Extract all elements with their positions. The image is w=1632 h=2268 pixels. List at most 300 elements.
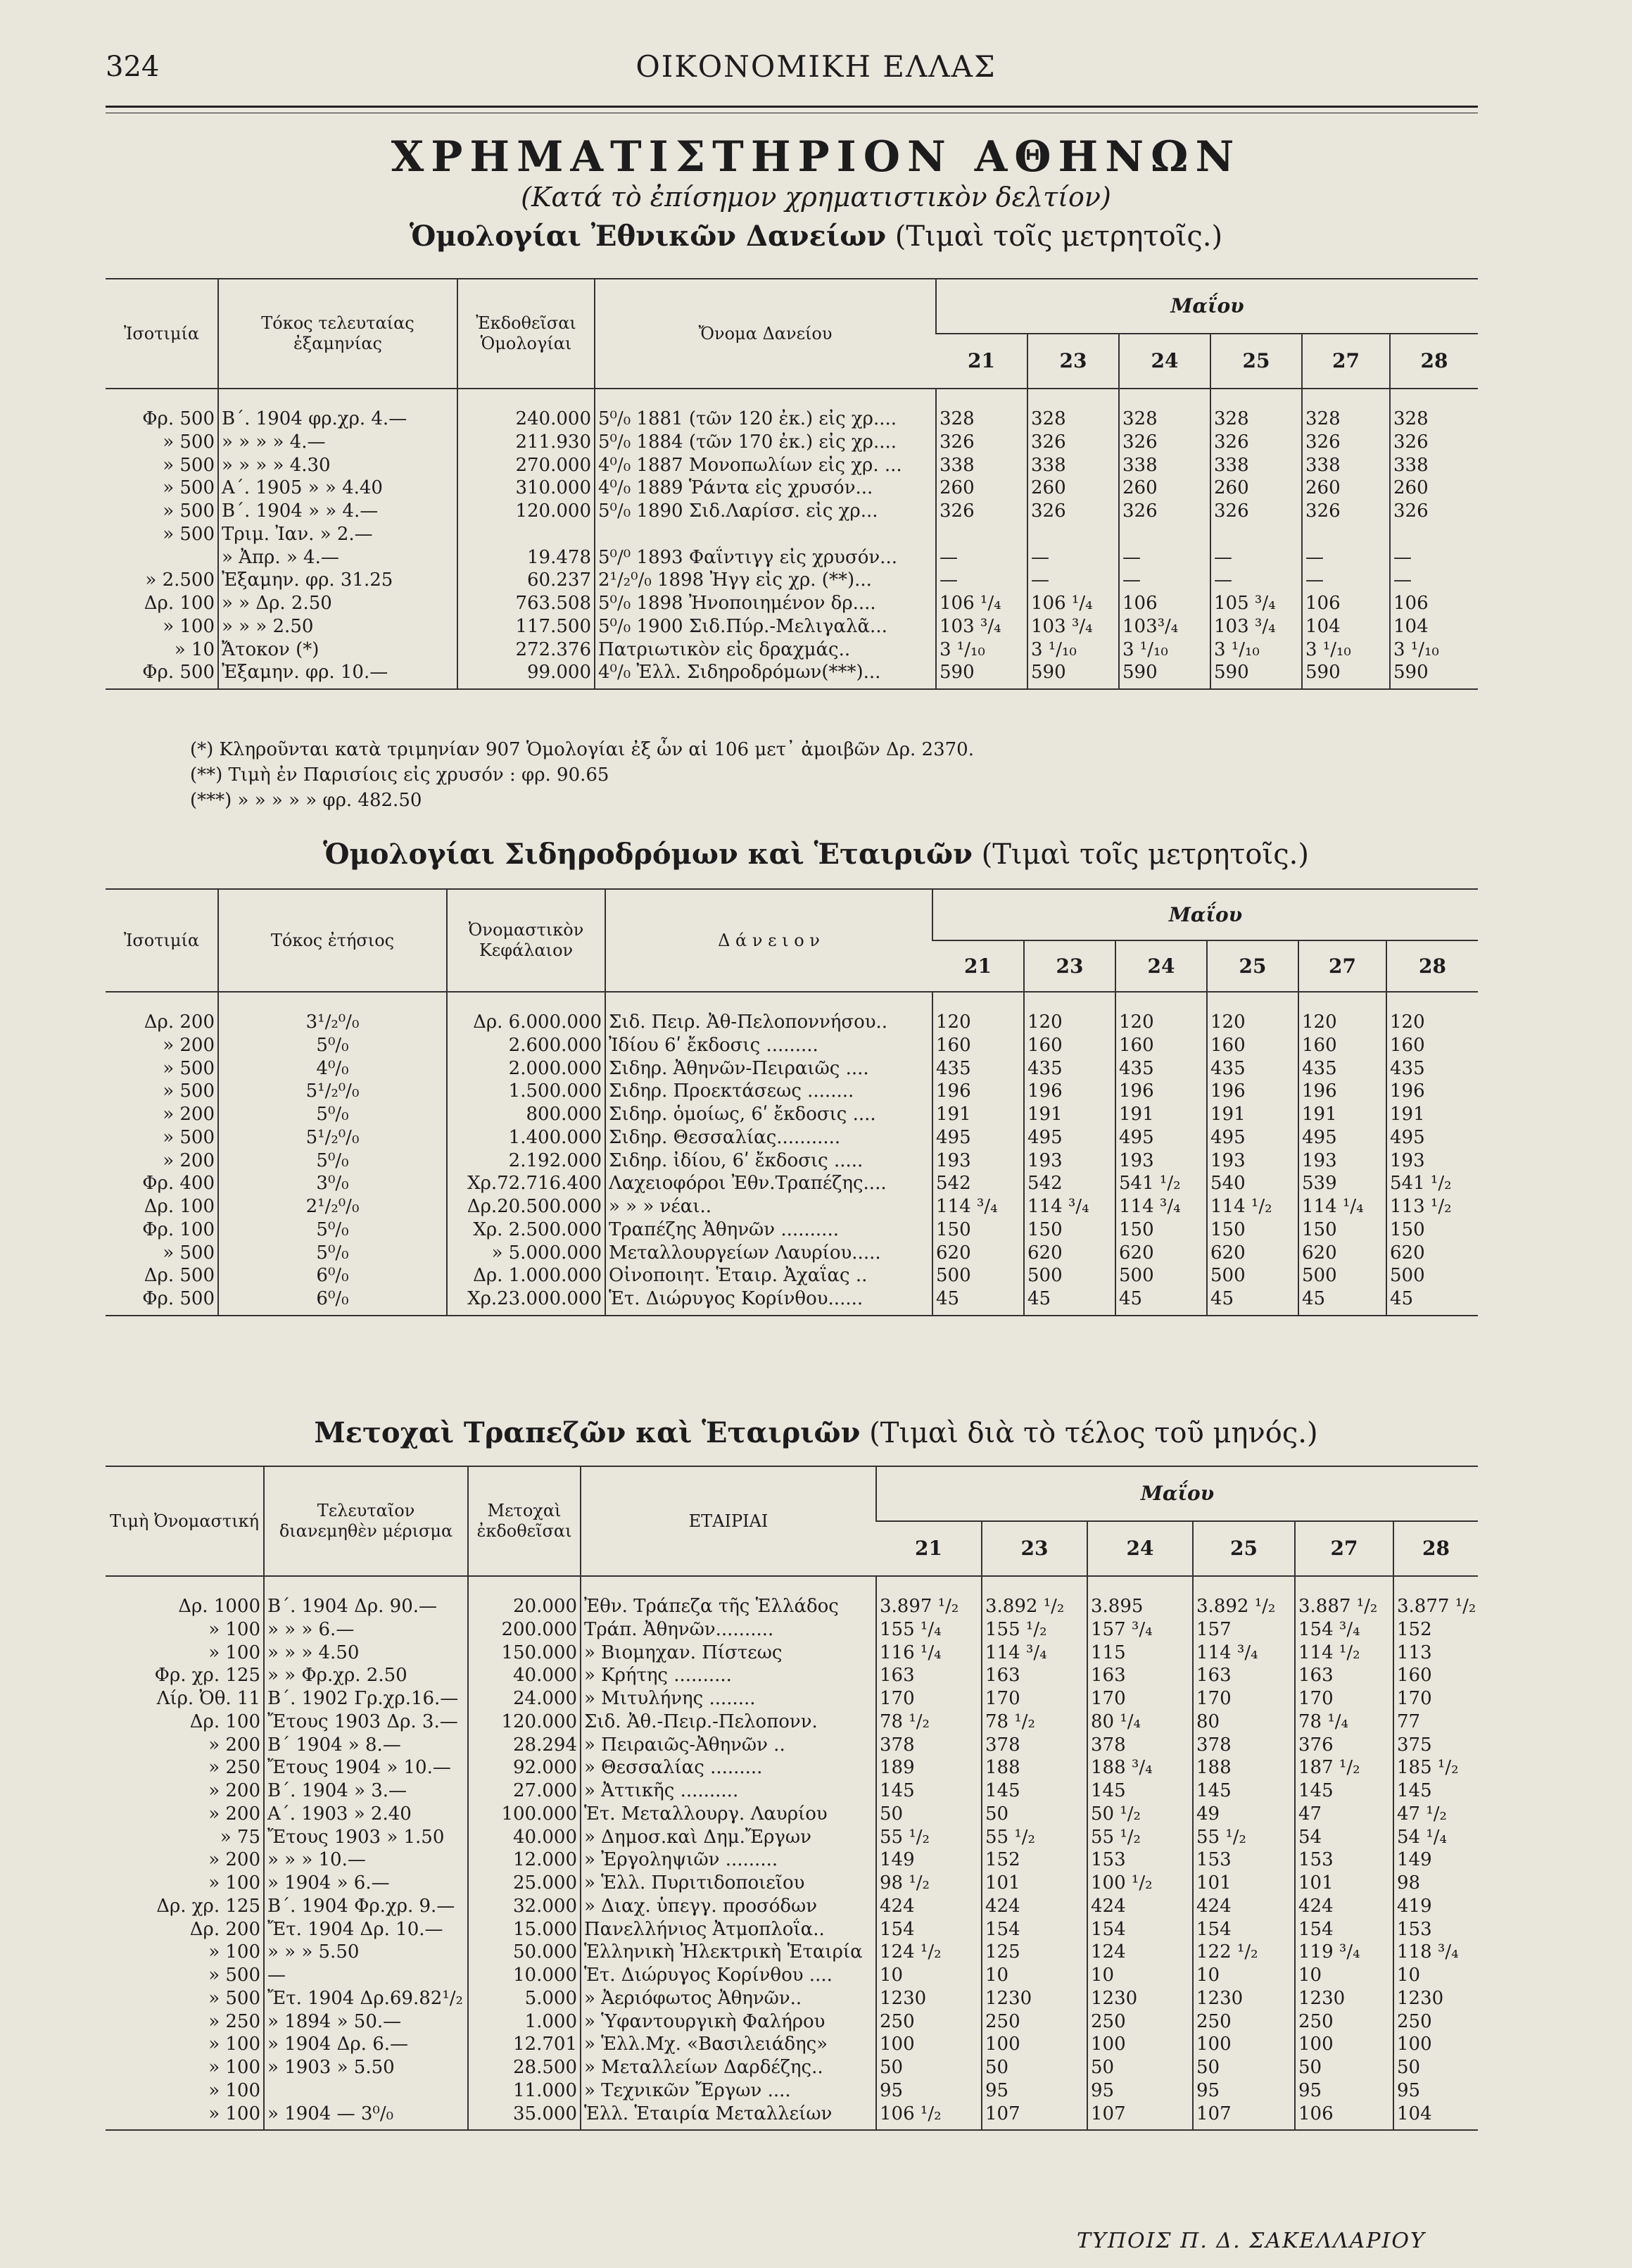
table-cell: 5⁰/₀	[218, 1034, 447, 1057]
table-cell: 45	[1115, 1287, 1207, 1316]
table-cell: 328	[1119, 389, 1210, 431]
table-cell: Δρ.20.500.000	[447, 1195, 605, 1218]
table-cell: 185 ¹/₂	[1393, 1756, 1478, 1779]
table-cell: Ἔτους 1903 » 1.50	[264, 1826, 468, 1849]
table-cell: 188	[1193, 1756, 1295, 1779]
table-cell: 155 ¹/₄	[876, 1618, 982, 1642]
table-cell: » 100	[208, 2034, 260, 2055]
table-cell: 6⁰/₀	[218, 1264, 447, 1287]
table-cell: Ἔτ. 1904 Δρ. 10.—	[264, 1918, 468, 1941]
day-header: 27	[1298, 940, 1386, 992]
table-cell: Δρ. 100	[189, 1711, 260, 1732]
table-cell: 118 ³/₄	[1393, 1941, 1478, 1964]
table-cell: 328	[1027, 389, 1119, 431]
table-cell: Β΄. 1904 » 3.—	[264, 1779, 468, 1803]
table-cell: Σιδηρ. Θεσσαλίας...........	[605, 1126, 932, 1149]
table-cell: 154	[1193, 1918, 1295, 1941]
table-cell: —	[1390, 546, 1478, 569]
table-cell: 125	[982, 1941, 1087, 1964]
table-cell: 114 ¹/₂	[1295, 1642, 1393, 1665]
table-cell: » Ἀεριόφωτος Ἀθηνῶν..	[581, 1987, 876, 2010]
table-cell: 2¹/₂⁰/₀ 1898 Ἠγγ εἰς χρ. (**)...	[595, 569, 936, 592]
table-cell: 3 ¹/₁₀	[1027, 638, 1119, 662]
table-cell: Φρ. 100	[142, 1218, 215, 1240]
table-cell: —	[1119, 569, 1210, 592]
table-row	[106, 569, 1478, 592]
table-cell: 435	[1115, 1057, 1207, 1081]
table-cell: 424	[1087, 1895, 1193, 1918]
table-cell: 6⁰/₀	[218, 1287, 447, 1316]
table-cell: 620	[932, 1242, 1024, 1265]
table-cell: Δρ. 500	[144, 1265, 215, 1287]
table-cell: 270.000	[457, 454, 595, 477]
table-cell: 20.000	[468, 1576, 581, 1618]
table-row	[106, 1287, 1478, 1316]
table-cell: 1230	[876, 1987, 982, 2010]
table-cell: 5⁰/₀ 1884 (τῶν 170 ἐκ.) εἰς χρ....	[595, 431, 936, 454]
table-cell: 326	[936, 431, 1027, 454]
table-cell: 1.500.000	[447, 1080, 605, 1103]
table-cell: 145	[1193, 1779, 1295, 1803]
table-cell: Β΄. 1904 Δρ. 90.—	[264, 1576, 468, 1618]
table-cell: 590	[1119, 661, 1210, 689]
table-cell: Τραπέζης Ἀθηνῶν ..........	[605, 1218, 932, 1242]
table-cell: 542	[1024, 1172, 1115, 1195]
table-cell: 326	[1390, 500, 1478, 523]
section1-heading	[0, 220, 1632, 253]
table-cell: 495	[1386, 1126, 1478, 1149]
table-cell: » Μεταλλείων Δαρδέζης..	[581, 2056, 876, 2079]
col-header-bonds-issued: Ἐκδοθεῖσαι Ὁμολογίαι	[457, 279, 595, 389]
table-cell: 28.294	[468, 1734, 581, 1757]
table-row	[106, 1242, 1478, 1265]
table-cell: 78 ¹/₂	[982, 1711, 1087, 1734]
table-row	[106, 1687, 1478, 1711]
table-cell: 378	[982, 1734, 1087, 1757]
table-cell: 193	[1298, 1149, 1386, 1173]
table-cell: 50	[1087, 2056, 1193, 2079]
table-cell: 114 ³/₄	[932, 1195, 1024, 1218]
table-row	[106, 454, 1478, 477]
table-cell: » 500	[163, 1057, 215, 1079]
table-cell: 590	[936, 661, 1027, 689]
table-row	[106, 1711, 1478, 1734]
table-cell: » 100	[208, 1618, 260, 1640]
table-cell: 152	[982, 1848, 1087, 1872]
table-cell: » 200	[208, 1734, 260, 1756]
table-cell: —	[1390, 569, 1478, 592]
table-cell: » » » » 4.—	[218, 431, 457, 454]
main-title: ΧΡΗΜΑΤΙΣΤΗΡΙΟΝ ΑΘΗΝΩΝ	[391, 132, 1241, 182]
table-cell: » » » 2.50	[218, 615, 457, 638]
table-cell: 763.508	[457, 592, 595, 615]
table-cell: 2.192.000	[447, 1149, 605, 1173]
table-cell: 104	[1390, 615, 1478, 638]
table-cell: 376	[1295, 1734, 1393, 1757]
table-cell: 55 ¹/₂	[876, 1826, 982, 1849]
table-cell: Τράπ. Ἀθηνῶν..........	[581, 1618, 876, 1642]
table-cell: » 200	[208, 1803, 260, 1825]
table-cell: 103 ³/₄	[1210, 615, 1302, 638]
table-cell: 170	[1393, 1687, 1478, 1711]
table-cell: » 5.000.000	[447, 1242, 605, 1265]
table-cell: 50	[1295, 2056, 1393, 2079]
table-cell	[1210, 523, 1302, 546]
table-cell: 153	[1393, 1918, 1478, 1941]
table-cell: 260	[1302, 477, 1390, 500]
day-header: 21	[876, 1521, 982, 1576]
table-cell: 3.877 ¹/₂	[1393, 1576, 1478, 1618]
table-cell: 1230	[1295, 1987, 1393, 2010]
table-cell: 149	[1393, 1848, 1478, 1872]
table-cell: 160	[1115, 1034, 1207, 1057]
table-cell: 435	[1298, 1057, 1386, 1081]
table-cell: Ἑτ. Διώρυγος Κορίνθου......	[605, 1287, 932, 1316]
table-cell: » 1904 Δρ. 6.—	[264, 2033, 468, 2056]
table-cell: 95	[876, 2079, 982, 2103]
table-cell: 149	[876, 1848, 982, 1872]
table-cell: 5⁰/₀ 1898 Ἠνοποιημένον δρ....	[595, 592, 936, 615]
table-cell: Δρ. 1000	[178, 1596, 260, 1617]
table-cell: 98	[1393, 1872, 1478, 1895]
section1-heading-rest: (Τιμαὶ τοῖς μετρητοῖς.)	[886, 220, 1223, 253]
table-cell: Β΄ 1904 » 8.—	[264, 1734, 468, 1757]
table-row	[106, 1734, 1478, 1757]
table-cell: 170	[1193, 1687, 1295, 1711]
table-row	[106, 1964, 1478, 1987]
table-cell: 50 ¹/₂	[1087, 1803, 1193, 1826]
table-cell: 3 ¹/₁₀	[1302, 638, 1390, 662]
table-cell: Δρ. 100	[144, 593, 215, 614]
table-cell: 45	[1386, 1287, 1478, 1316]
table-row	[106, 2103, 1478, 2131]
table-cell: 188	[982, 1756, 1087, 1779]
table-cell: 120	[1298, 992, 1386, 1034]
table-cell: 495	[1024, 1126, 1115, 1149]
table-cell: 5⁰/₀ 1890 Σιδ.Λαρίσσ. εἰς χρ...	[595, 500, 936, 523]
national-loans-table	[106, 278, 1478, 690]
table-cell: 250	[1193, 2010, 1295, 2034]
table-cell: » Ἐργοληψιῶν .........	[581, 1848, 876, 1872]
table-cell: 3.892 ¹/₂	[1193, 1576, 1295, 1618]
table-cell: 5⁰/₀ 1900 Σιδ.Πύρ.-Μελιγαλᾶ...	[595, 615, 936, 638]
table-cell: 107	[982, 2103, 1087, 2131]
subtitle: (Κατά τὸ ἐπίσημον χρηματιστικὸν δελτίον)	[521, 182, 1111, 213]
col-header-loan-name: Ὄνομα Δανείου	[595, 279, 936, 389]
table-cell: 539	[1298, 1172, 1386, 1195]
table-cell: 196	[1298, 1080, 1386, 1103]
table-cell	[595, 523, 936, 546]
table-row	[106, 500, 1478, 523]
table-cell: 100	[1295, 2033, 1393, 2056]
table-cell: 80	[1193, 1711, 1295, 1734]
table-cell: 338	[936, 454, 1027, 477]
table-cell: Τριμ. Ἰαν. » 2.—	[218, 523, 457, 546]
table-cell: 590	[1302, 661, 1390, 689]
table-cell: Μεταλλουργείων Λαυρίου.....	[605, 1242, 932, 1265]
col-header-interest: Τόκος ἐτήσιος	[218, 889, 447, 992]
table-cell: 193	[1386, 1149, 1478, 1173]
table-row	[106, 638, 1478, 662]
table-cell: Ἐξαμην. φρ. 31.25	[218, 569, 457, 592]
table-cell: 106	[1119, 592, 1210, 615]
table-cell: » Μιτυλήνης ........	[581, 1687, 876, 1711]
running-title: ΟΙΚΟΝΟΜΙΚΗ ΕΛΛΑΣ	[635, 49, 997, 84]
table-cell: 160	[1393, 1664, 1478, 1687]
table-cell: 378	[1193, 1734, 1295, 1757]
table-cell: 25.000	[468, 1872, 581, 1895]
table-cell: 196	[932, 1080, 1024, 1103]
table-cell: 170	[1087, 1687, 1193, 1711]
table-cell: Δρ. 1.000.000	[447, 1264, 605, 1287]
table-cell: 95	[1393, 2079, 1478, 2103]
table-cell: » 1903 » 5.50	[264, 2056, 468, 2079]
table-cell: 326	[1210, 500, 1302, 523]
table-cell: 189	[876, 1756, 982, 1779]
table-cell: 150	[932, 1218, 1024, 1242]
table-cell: Πανελλήνιος Ἀτμοπλοΐα..	[581, 1918, 876, 1941]
table-cell: Β΄. 1904 Φρ.χρ. 9.—	[264, 1895, 468, 1918]
table-cell: 191	[1386, 1103, 1478, 1126]
table-cell: » Θεσσαλίας .........	[581, 1756, 876, 1779]
table-cell: 495	[1298, 1126, 1386, 1149]
table-cell: Δρ. 100	[144, 1196, 215, 1217]
table-cell: » 100	[208, 1872, 260, 1894]
table-cell: 150	[1386, 1218, 1478, 1242]
table-cell: —	[1119, 546, 1210, 569]
footnote-2: (**) Τιμὴ ἐν Παρισίοις εἰς χρυσόν : φρ. 90.65	[190, 764, 609, 786]
table-cell: 10	[982, 1964, 1087, 1987]
table-cell: 103 ³/₄	[936, 615, 1027, 638]
table-cell: 54	[1295, 1826, 1393, 1849]
table-cell: 92.000	[468, 1756, 581, 1779]
table-cell: » Ἑλλ. Πυριτιδοποιεῖου	[581, 1872, 876, 1895]
table-cell: 163	[876, 1664, 982, 1687]
table-cell: 5⁰/₀	[218, 1149, 447, 1173]
table-cell: —	[1302, 569, 1390, 592]
table-cell: 154	[1087, 1918, 1193, 1941]
table-cell: 338	[1390, 454, 1478, 477]
table-row	[106, 1103, 1478, 1126]
table-cell: » » Δρ. 2.50	[218, 592, 457, 615]
table-cell: » » » 10.—	[264, 1848, 468, 1872]
table-cell: 145	[1393, 1779, 1478, 1803]
table-cell: » » » 5.50	[264, 1941, 468, 1964]
day-header: 27	[1302, 334, 1390, 389]
table-cell: » 500	[163, 500, 215, 522]
table-cell: 1230	[1393, 1987, 1478, 2010]
table-cell: —	[264, 1964, 468, 1987]
day-header: 25	[1193, 1521, 1295, 1576]
table-row	[106, 1848, 1478, 1872]
table-cell: —	[936, 546, 1027, 569]
section2-heading	[0, 838, 1632, 871]
table-cell: 620	[1024, 1242, 1115, 1265]
table-cell: 500	[1115, 1264, 1207, 1287]
table-cell: Β΄. 1902 Γρ.χρ.16.—	[264, 1687, 468, 1711]
table-cell	[264, 2079, 468, 2103]
table-row	[106, 1872, 1478, 1895]
table-cell: Δρ. χρ. 125	[156, 1895, 260, 1917]
table-cell: » 1904 » 6.—	[264, 1872, 468, 1895]
table-cell: 150.000	[468, 1642, 581, 1665]
day-header: 25	[1207, 940, 1298, 992]
table-cell: 326	[1027, 431, 1119, 454]
table-row	[106, 431, 1478, 454]
col-header-parity: Ἰσοτιμία	[106, 889, 218, 992]
table-cell: 95	[982, 2079, 1087, 2103]
table-cell: 590	[1210, 661, 1302, 689]
table-cell: » 500	[163, 477, 215, 499]
table-cell: 542	[932, 1172, 1024, 1195]
table-cell: 193	[1207, 1149, 1298, 1173]
table-cell	[457, 523, 595, 546]
table-cell: Φρ. 500	[142, 662, 215, 683]
table-cell: 107	[1087, 2103, 1193, 2131]
table-cell: 77	[1393, 1711, 1478, 1734]
table-cell: » » » 6.—	[264, 1618, 468, 1642]
table-cell: 495	[932, 1126, 1024, 1149]
table-cell: 196	[1207, 1080, 1298, 1103]
table-cell: » 500	[163, 454, 215, 476]
table-cell: 500	[932, 1264, 1024, 1287]
table-cell: 50	[1193, 2056, 1295, 2079]
table-cell	[106, 546, 218, 569]
table-cell: 101	[1295, 1872, 1393, 1895]
table-cell: 28.500	[468, 2056, 581, 2079]
table-cell: 500	[1024, 1264, 1115, 1287]
table-cell: 500	[1298, 1264, 1386, 1287]
table-cell: » Δημοσ.καὶ Δημ.Ἔργων	[581, 1826, 876, 1849]
table-cell: 12.701	[468, 2033, 581, 2056]
table-cell: 163	[1295, 1664, 1393, 1687]
table-cell: Ἔτους 1904 » 10.—	[264, 1756, 468, 1779]
section3-heading-rest: (Τιμαὶ διὰ τὸ τέλος τοῦ μηνός.)	[860, 1417, 1318, 1449]
table-cell: 3.895	[1087, 1576, 1193, 1618]
table-cell: 3¹/₂⁰/₀	[218, 992, 447, 1034]
section1-heading-bold: Ὁμολογίαι Ἐθνικῶν Δανείων	[409, 220, 887, 253]
table-cell: 250	[1087, 2010, 1193, 2034]
table-cell: 1230	[982, 1987, 1087, 2010]
table-cell: 326	[1027, 500, 1119, 523]
table-cell: 106 ¹/₄	[1027, 592, 1119, 615]
table-cell: 113 ¹/₂	[1386, 1195, 1478, 1218]
table-row	[106, 2010, 1478, 2034]
col-header-month: Μαΐου	[876, 1466, 1478, 1521]
table-row	[106, 1218, 1478, 1242]
table-cell: 24.000	[468, 1687, 581, 1711]
table-cell: 193	[1024, 1149, 1115, 1173]
table-cell: 310.000	[457, 477, 595, 500]
col-header-month: Μαΐου	[932, 889, 1478, 940]
table-cell: Δρ. 6.000.000	[447, 992, 605, 1034]
table-cell: 326	[936, 500, 1027, 523]
table-cell: 114 ¹/₂	[1207, 1195, 1298, 1218]
table-row	[106, 1172, 1478, 1195]
table-cell: 35.000	[468, 2103, 581, 2131]
day-header: 23	[982, 1521, 1087, 1576]
table-cell: » » » 4.50	[264, 1642, 468, 1665]
table-cell: Ἔτους 1903 Δρ. 3.—	[264, 1711, 468, 1734]
table-cell: » Κρήτης ..........	[581, 1664, 876, 1687]
table-cell: 338	[1210, 454, 1302, 477]
table-cell: 424	[982, 1895, 1087, 1918]
table-cell: 419	[1393, 1895, 1478, 1918]
table-cell: 1.400.000	[447, 1126, 605, 1149]
table-cell: 5¹/₂⁰/₀	[218, 1080, 447, 1103]
table-cell	[1027, 523, 1119, 546]
table-cell: 540	[1207, 1172, 1298, 1195]
table-row	[106, 1149, 1478, 1173]
table-cell: 120.000	[468, 1711, 581, 1734]
table-cell: 5⁰/₀	[218, 1242, 447, 1265]
table-cell: 191	[1115, 1103, 1207, 1126]
table-cell: 3⁰/₀	[218, 1172, 447, 1195]
table-cell: Σιδ. Πειρ. Ἀθ-Πελοποννήσου..	[605, 992, 932, 1034]
table-row	[106, 1080, 1478, 1103]
section3-heading	[0, 1416, 1632, 1449]
section3-heading-bold: Μετοχαὶ Τραπεζῶν καὶ Ἑταιριῶν	[314, 1416, 861, 1449]
table-cell: 160	[1207, 1034, 1298, 1057]
table-cell: 117.500	[457, 615, 595, 638]
table-cell: 328	[1210, 389, 1302, 431]
table-cell: 541 ¹/₂	[1115, 1172, 1207, 1195]
table-cell: Λίρ. Ὀθ. 11	[156, 1688, 260, 1709]
table-cell: 153	[1295, 1848, 1393, 1872]
table-cell: » 500	[208, 1987, 260, 2009]
table-cell: 50	[1393, 2056, 1478, 2079]
table-cell: Δρ. 200	[189, 1918, 260, 1940]
table-cell: 114 ¹/₄	[1298, 1195, 1386, 1218]
table-cell: 103 ³/₄	[1027, 615, 1119, 638]
table-cell: 145	[1295, 1779, 1393, 1803]
table-cell: 338	[1119, 454, 1210, 477]
table-cell: 113	[1393, 1642, 1478, 1665]
table-cell: 240.000	[457, 389, 595, 431]
table-row	[106, 1034, 1478, 1057]
table-cell: 1230	[1087, 1987, 1193, 2010]
table-cell: Ἑλληνικὴ Ἠλεκτρικὴ Ἑταιρία	[581, 1941, 876, 1964]
table-cell	[1302, 523, 1390, 546]
table-cell: Φρ. χρ. 125	[154, 1665, 260, 1687]
col-header-companies: ΕΤΑΙΡΙΑΙ	[581, 1466, 876, 1576]
table-row	[106, 1987, 1478, 2010]
table-cell: 32.000	[468, 1895, 581, 1918]
table-cell: 160	[1024, 1034, 1115, 1057]
table-cell: 50	[876, 1803, 982, 1826]
table-cell: 590	[1390, 661, 1478, 689]
table-cell: 495	[1207, 1126, 1298, 1149]
table-cell: 98 ¹/₂	[876, 1872, 982, 1895]
table-cell: » Τεχνικῶν Ἔργων ....	[581, 2079, 876, 2103]
table-cell: 106 ¹/₄	[936, 592, 1027, 615]
day-header: 28	[1393, 1521, 1478, 1576]
table-cell: » Ὑφαντουργικὴ Φαλήρου	[581, 2010, 876, 2034]
table-cell: Σιδ. Ἀθ.-Πειρ.-Πελοπονν.	[581, 1711, 876, 1734]
table-cell: » Ἀττικῆς ..........	[581, 1779, 876, 1803]
table-cell: 5⁰/₀	[218, 1218, 447, 1242]
table-cell: Φρ. 500	[142, 1288, 215, 1309]
table-cell: » 500	[163, 431, 215, 453]
table-cell: 424	[1193, 1895, 1295, 1918]
table-cell: 3 ¹/₁₀	[936, 638, 1027, 662]
table-cell: 3.892 ¹/₂	[982, 1576, 1087, 1618]
table-cell: 114 ³/₄	[1024, 1195, 1115, 1218]
table-cell: 328	[1390, 389, 1478, 431]
table-cell: 272.376	[457, 638, 595, 662]
table-cell: 55 ¹/₂	[982, 1826, 1087, 1849]
table-cell: 101	[982, 1872, 1087, 1895]
